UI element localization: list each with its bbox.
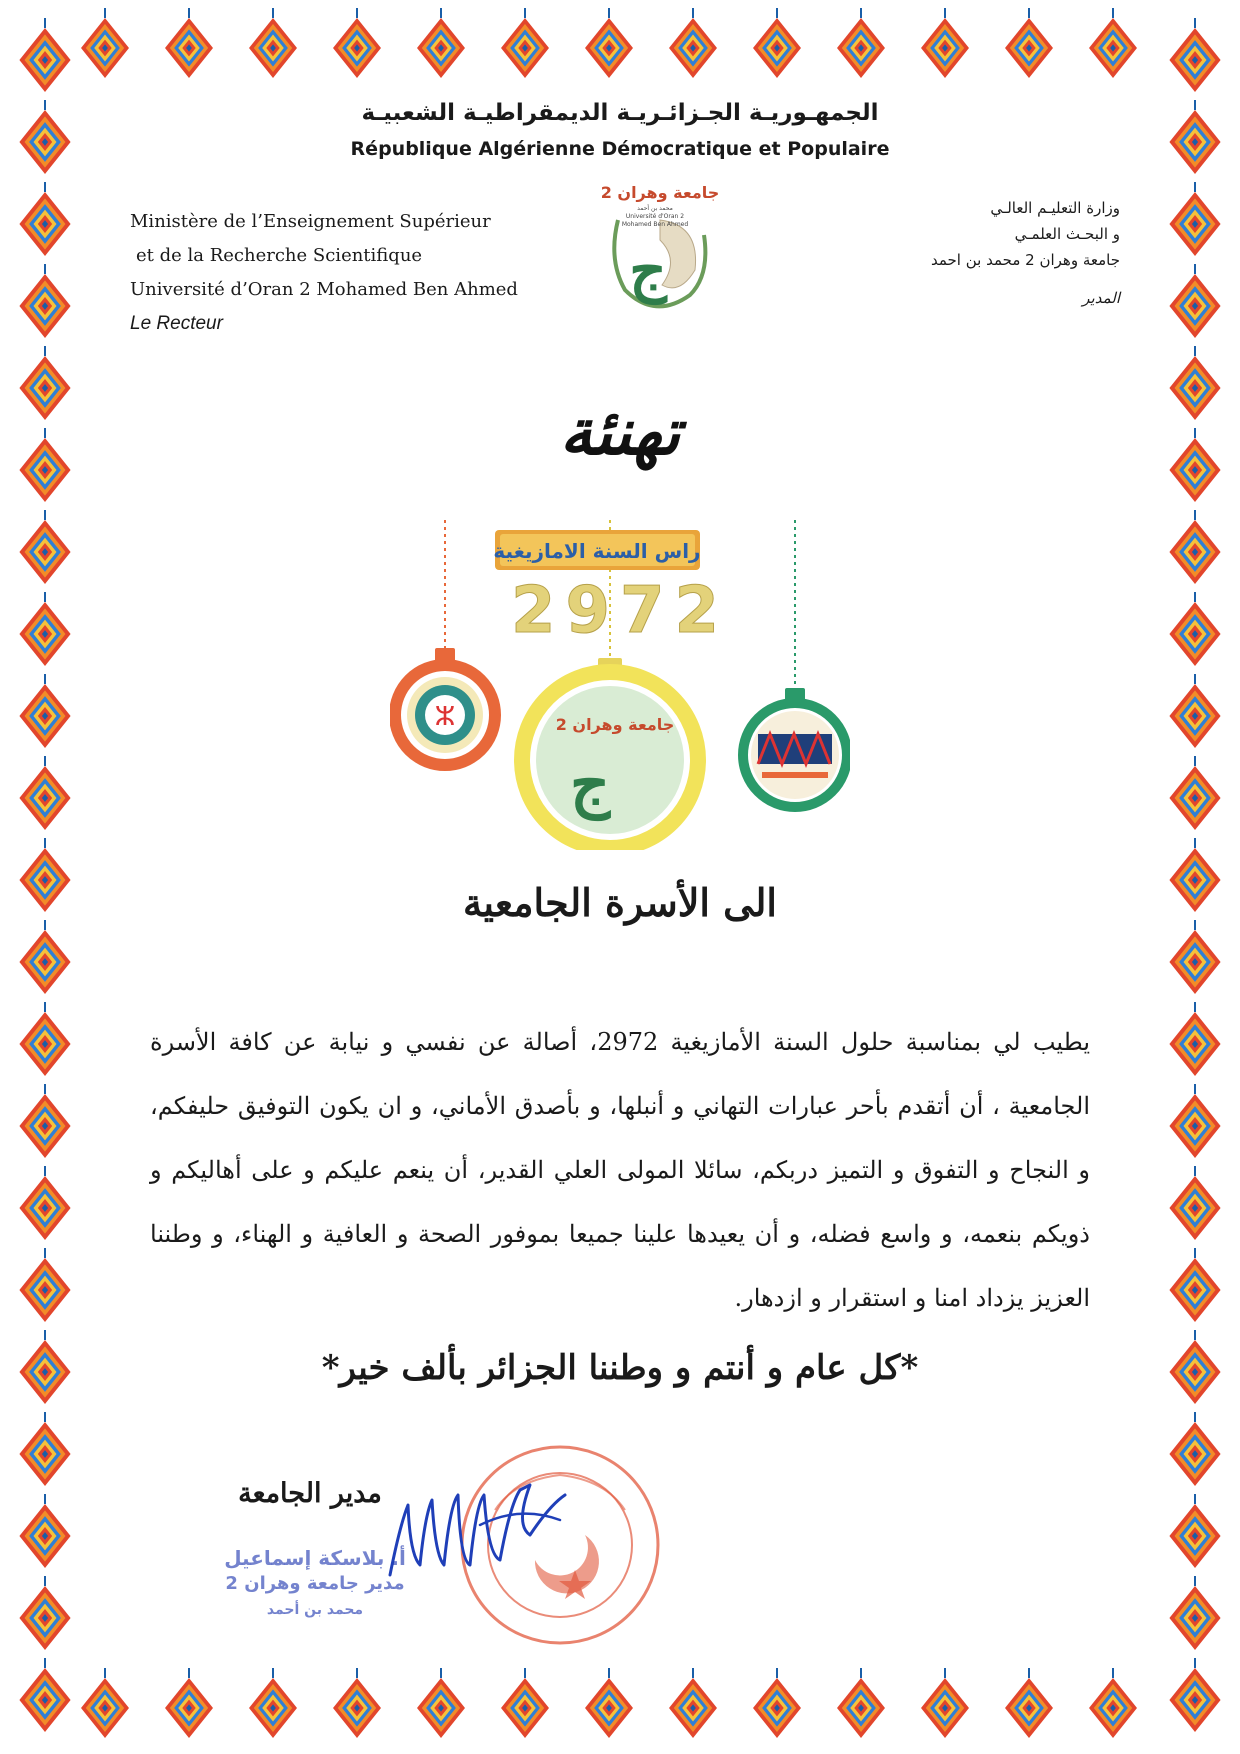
border-motif [921, 1668, 969, 1738]
border-motif [1169, 18, 1220, 92]
border-motif [19, 264, 70, 338]
border-motif [837, 8, 885, 78]
border-motif [1169, 1576, 1220, 1650]
republic-title-french: République Algérienne Démocratique et Populaire [350, 138, 890, 160]
decorative-border-bottom [0, 1664, 1240, 1754]
border-motif [1169, 1166, 1220, 1240]
border-motif [1169, 510, 1220, 584]
university-line: Université d’Oran 2 Mohamed Ben Ahmed [130, 279, 518, 300]
border-motif [19, 1658, 70, 1732]
border-motif [19, 920, 70, 994]
border-motif [249, 8, 297, 78]
border-motif [333, 8, 381, 78]
border-motif [19, 592, 70, 666]
border-motif [19, 1084, 70, 1158]
signer-title: مدير الجامعة [238, 1478, 382, 1509]
svg-text:جامعة وهران 2: جامعة وهران 2 [555, 715, 675, 734]
stamp-line-name: أ. بلاسكة إسماعيل [224, 1546, 406, 1570]
border-motif [1089, 1668, 1137, 1738]
border-motif [19, 1576, 70, 1650]
republic-title-arabic: الجمهـوريـة الجـزائـريـة الديمقراطيـة الشعبيـة [361, 100, 879, 126]
border-motif [249, 1668, 297, 1738]
border-motif [1169, 1002, 1220, 1076]
greeting-title: تهنئة [559, 395, 681, 470]
left-ornament [395, 648, 495, 765]
stamp-line-sub: محمد بن أحمد [266, 1602, 364, 1618]
border-motif [921, 8, 969, 78]
greeting-body: يطيب لي بمناسبة حلول السنة الأمازيغية 2972، أصالة عن نفسي و نيابة عن كافة الأسرة الجامعية ، أن أتقدم بأحر عبارات التهاني و أنبلها، و بأصدق الأماني، و ان يكون التوفيق حليفكم، و النجاح و التفوق و التميز دربكم، سائلا المولى العلي القدير، أن ينعم عليكم و على أهاليكم و ذويكم بنعمه، و واسع فضله، و أن يعيدها علينا جميعا بموفور الصحة و العافية و الهناء، و وطننا العزيز يزداد امنا و استقرار و ازدهار. [150, 1028, 1090, 1312]
logo-letter: ج [629, 236, 667, 304]
decorative-border-left [0, 0, 90, 1754]
research-line-ar: و البحـث العلمـي [1014, 225, 1120, 243]
logo-name: جامعة وهران 2 [600, 183, 720, 202]
border-motif [501, 1668, 549, 1738]
border-motif [585, 1668, 633, 1738]
border-motif [19, 182, 70, 256]
university-line-ar: جامعة وهران 2 محمد بن احمد [930, 251, 1120, 269]
svg-text:ⵣ: ⵣ [434, 702, 456, 732]
border-motif [333, 1668, 381, 1738]
border-motif [837, 1668, 885, 1738]
border-motif [753, 1668, 801, 1738]
decorative-border-right [1150, 0, 1240, 1754]
ministry-block-arabic [820, 195, 1120, 311]
border-motif [585, 8, 633, 78]
ministry-block-french [130, 205, 560, 341]
border-motif [1169, 1412, 1220, 1486]
border-motif [19, 1412, 70, 1486]
border-motif [19, 756, 70, 830]
border-motif [1169, 264, 1220, 338]
border-motif [1005, 1668, 1053, 1738]
border-motif [165, 1668, 213, 1738]
right-ornament [743, 688, 847, 807]
border-motif [1169, 182, 1220, 256]
border-motif [669, 1668, 717, 1738]
border-motif [19, 1248, 70, 1322]
rector-label: Le Recteur [130, 313, 223, 334]
border-motif [501, 8, 549, 78]
amazigh-new-year-emblem [390, 520, 850, 850]
emblem-year: 2972 [510, 574, 730, 648]
border-motif [19, 674, 70, 748]
border-motif [1169, 756, 1220, 830]
border-motif [165, 8, 213, 78]
border-motif [1169, 592, 1220, 666]
border-motif [1169, 920, 1220, 994]
border-motif [19, 510, 70, 584]
border-motif [1005, 8, 1053, 78]
addressee-heading: الى الأسرة الجامعية [463, 880, 777, 925]
border-motif [1169, 1248, 1220, 1322]
stamp-line-title: مدير جامعة وهران 2 [225, 1573, 405, 1594]
decorative-border-top [0, 0, 1240, 90]
border-motif [19, 18, 70, 92]
border-motif [19, 1494, 70, 1568]
logo-sub-name: Mohamed Ben Ahmed [621, 221, 689, 228]
border-motif [669, 8, 717, 78]
border-motif [1169, 674, 1220, 748]
director-label-ar: المدير [1082, 289, 1120, 307]
svg-text:ج: ج [569, 747, 611, 820]
ministry-line-ar: وزارة التعليـم العالـي [990, 199, 1120, 217]
emblem-banner: راس السنة الامازيغية [493, 539, 701, 563]
border-motif [417, 1668, 465, 1738]
university-logo [600, 180, 720, 320]
handwritten-signature [380, 1465, 570, 1585]
logo-sub-arabic: محمد بن أحمد [637, 205, 673, 212]
border-motif [19, 1166, 70, 1240]
border-motif [1089, 8, 1137, 78]
logo-sub-french: Université d'Oran 2 [625, 213, 685, 220]
border-motif [1169, 1658, 1220, 1732]
closing-wish: *كل عام و أنتم و وطننا الجزائر بألف خير* [321, 1348, 919, 1388]
border-motif [753, 8, 801, 78]
research-line: et de la Recherche Scientifique [136, 245, 423, 266]
ministry-line: Ministère de l’Enseignement Supérieur [130, 211, 491, 232]
border-motif [19, 1002, 70, 1076]
border-motif [1169, 1084, 1220, 1158]
center-ornament [522, 658, 698, 848]
border-motif [417, 8, 465, 78]
border-motif [1169, 1494, 1220, 1568]
